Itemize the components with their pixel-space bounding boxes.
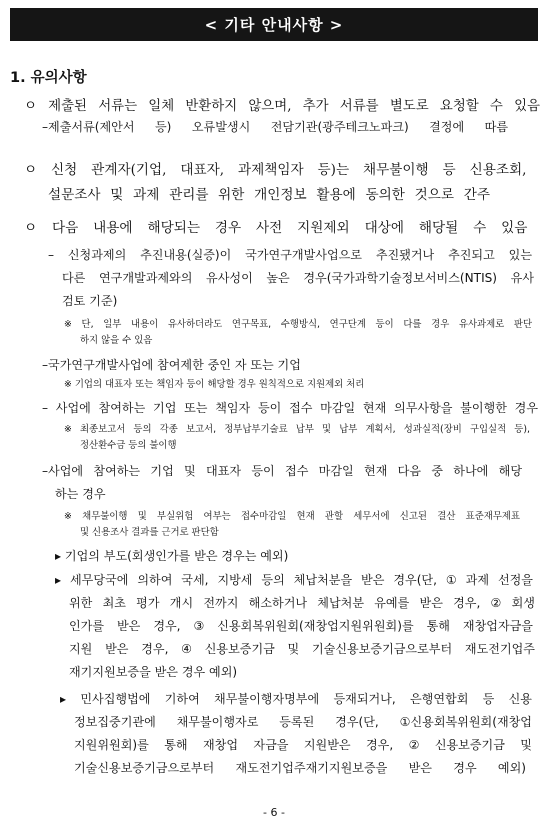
text-line: ※ 채무불이행 및 부실위험 여부는 접수마감일 현재 관할 세무서에 신고된 결산 표준재무제표 bbox=[64, 511, 520, 522]
text-line: ※ 최종보고서 등의 각종 보고서, 정부납부기술료 납부 및 납부 계획서, 성과실적(장비 구입실적 등), bbox=[64, 424, 530, 435]
text-line: 정산환수금 등의 불이행 bbox=[80, 440, 177, 451]
text-line: –사업에 참여하는 기업 및 대표자 등이 접수 마감일 현재 다음 중 하나에 해당 bbox=[42, 464, 522, 478]
text-line: 설문조사 및 과제 관리를 위한 개인정보 활용에 동의한 것으로 간주 bbox=[48, 187, 490, 203]
text-line: 기술신용보증기금으로부터 재도전기업주재기지원보증을 받은 경우 예외) bbox=[74, 761, 526, 775]
text-line: ※ 기업의 대표자 또는 책임자 등이 해당할 경우 원칙적으로 지원제외 처리 bbox=[64, 379, 365, 390]
text-line: 및 신용조사 결과를 근거로 판단함 bbox=[80, 527, 219, 538]
text-line: ▸ 세무당국에 의하여 국세, 지방세 등의 체납처분을 받은 경우(단, ① 과제 선정을 bbox=[55, 573, 533, 587]
page-title-bar bbox=[10, 8, 538, 41]
section-title: 1. 유의사항 bbox=[10, 70, 87, 86]
text-line: –제출서류(제안서 등) 오류발생시 전담기관(광주테크노파크) 결정에 따름 bbox=[42, 120, 508, 134]
page-title: < 기타 안내사항 > bbox=[204, 16, 344, 34]
text-line: 정보집중기관에 채무불이행자로 등록된 경우(단, ①신용회복위원회(재창업 bbox=[74, 715, 532, 729]
text-line: ㅇ 신청 관계자(기업, 대표자, 과제책임자 등)는 채무불이행 등 신용조회, bbox=[24, 162, 527, 178]
text-line: ▸ 기업의 부도(회생인가를 받은 경우는 예외) bbox=[55, 549, 289, 563]
page-number: - 6 - bbox=[263, 806, 285, 819]
text-line: 다른 연구개발과제와의 유사성이 높은 경우(국가과학기술정보서비스(NTIS) 유사 bbox=[62, 271, 534, 285]
text-line: 하는 경우 bbox=[55, 487, 106, 501]
text-line: 지원 받은 경우, ④ 신용보증기금 및 기술신용보증기금으로부터 재도전기업주 bbox=[69, 642, 535, 656]
text-line: –국가연구개발사업에 참여제한 중인 자 또는 기업 bbox=[42, 358, 301, 372]
text-line: ㅇ 제출된 서류는 일체 반환하지 않으며, 추가 서류를 별도로 요청할 수 있음 bbox=[24, 98, 540, 114]
text-line: ㅇ 다음 내용에 해당되는 경우 사전 지원제외 대상에 해당될 수 있음 bbox=[24, 220, 528, 236]
text-line: – 신청과제의 추진내용(실증)이 국가연구개발사업으로 추진됐거나 추진되고 있는 bbox=[48, 248, 532, 262]
text-line: 인가를 받은 경우, ③ 신용회복위원회(재창업지원위원회)를 통해 재창업자금을 bbox=[69, 619, 533, 633]
text-line: – 사업에 참여하는 기업 또는 책임자 등이 접수 마감일 현재 의무사항을 불이행한 경우 bbox=[42, 401, 538, 415]
text-line: 재기지원보증을 받은 경우 예외) bbox=[69, 665, 238, 679]
text-line: 검토 기준) bbox=[62, 294, 118, 308]
text-line: ※ 단, 일부 내용이 유사하더라도 연구목표, 수행방식, 연구단계 등이 다를 경우 유사과제로 판단 bbox=[64, 319, 532, 330]
text-line: 하지 않을 수 있음 bbox=[80, 335, 153, 346]
text-line: 지원위원회)를 통해 재창업 자금을 지원받은 경우, ② 신용보증기금 및 bbox=[74, 738, 532, 752]
text-line: 위한 최초 평가 개시 전까지 해소하거나 체납처분 유예를 받은 경우, ② 회생 bbox=[69, 596, 535, 610]
text-line: ▸ 민사집행법에 기하여 채무불이행자명부에 등재되거나, 은행연합회 등 신용 bbox=[60, 692, 532, 706]
